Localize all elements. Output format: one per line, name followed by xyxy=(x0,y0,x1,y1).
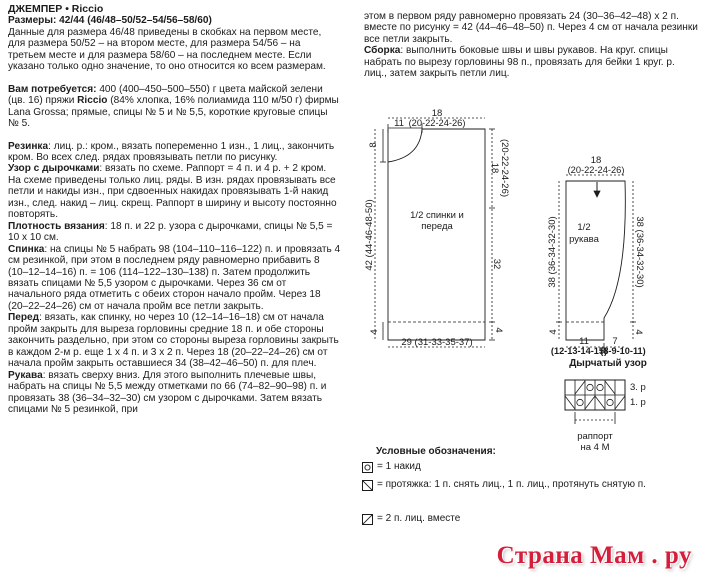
section-label: Перед xyxy=(8,312,40,324)
section-text: : на спицы № 5 набрать 98 (104–110–116–122) п. и провязать 4 см резинкой, при этом в последнем ряду равномерно прибавить 8 (10–12–14–16) п. = 106 (114–122–130–138) п. Затем продолжить вязать спицами № 5,5 узором с дырочками. Через 36 см от начального ряда отметить с обеих сторон начало пройм. Через 18 (20–22–24–26) см от начала пройм все петли закрыть. xyxy=(8,243,341,312)
body-armhole-height: 18 xyxy=(489,162,500,174)
sleeve-bottom-width-sizes: (12-13-14-15) xyxy=(550,346,608,356)
legend-text: = 2 п. лиц. вместе xyxy=(377,513,461,524)
sleeve-label-fraction: 1/2 xyxy=(577,222,591,233)
body-outline xyxy=(388,129,485,340)
section-label: Плотность вязания xyxy=(8,220,105,232)
body-neck-depth: 8 xyxy=(368,142,379,148)
repeat-label: раппорт xyxy=(577,431,613,442)
pattern-title: ДЖЕМПЕР • Riccio xyxy=(8,3,104,15)
body-top-width: 18 xyxy=(431,108,443,119)
sleeve-rib-height-right: 4 xyxy=(633,329,644,335)
body-label-line-2: переда xyxy=(421,221,453,232)
sleeve-height-right: 38 (36-34-32-30) xyxy=(634,216,645,288)
materials-label: Вам потребуется: xyxy=(8,83,97,95)
stitch-pattern-title: Дырчатый узор xyxy=(569,358,647,369)
sleeve-top-width-sizes: (20-22-24-26) xyxy=(567,165,625,175)
legend xyxy=(362,446,702,524)
materials-text-1: 400 (400–450–500–550) г цвета майской зелени (цв. 16) пряжи xyxy=(8,83,323,107)
body-schematic xyxy=(375,118,495,347)
site-watermark: Страна Мам . ру xyxy=(496,542,692,569)
sizes-label: Размеры: xyxy=(8,15,57,27)
k2tog-icon xyxy=(362,514,373,525)
yarn-over-icon xyxy=(362,462,373,473)
body-label-line-1: 1/2 спинки и xyxy=(410,210,464,221)
sleeve-outline xyxy=(566,181,625,340)
legend-item-yarn-over xyxy=(362,461,421,473)
yarn-name: Riccio xyxy=(77,95,108,107)
sleeve-bottom-width: 11 xyxy=(579,336,589,347)
body-rib-height-right: 4 xyxy=(493,327,504,333)
legend-title: Условные обозначения: xyxy=(376,446,496,457)
materials-text-2: (84% хлопка, 16% полиамида 110 м/50 г) фирмы Lana Grossa; прямые, спицы № 5 и № 5,5, короткие круговые спицы № 5. xyxy=(8,95,339,130)
section-label: Рукава xyxy=(8,369,43,381)
sleeve-label: рукава xyxy=(569,234,599,245)
sleeve-height-left: 38 (36-34-32-30) xyxy=(547,216,558,288)
body-top-width-sizes: (20-22-24-26) xyxy=(408,118,466,128)
intro-paragraph: Данные для размера 46/48 приведены в скобках на первом месте, для размера 50/52 – на втором месте, для размера 54/56 – на третьем месте и для размера 58/60 – на последнем месте. Если указано только одно значение, то оно относится ко всем размерам. xyxy=(8,26,326,73)
legend-text: = протяжка: 1 п. снять лиц., 1 п. лиц., протянуть снятую п. xyxy=(377,479,646,490)
body-rib-height-left: 4 xyxy=(369,329,380,335)
section-label: Спинка xyxy=(8,243,45,255)
sleeve-taper: 7 xyxy=(612,336,618,347)
section-label: Узор с дырочками xyxy=(8,163,100,175)
sleeves-continuation: этом в первом ряду равномерно провязать 24 (30–36–42–48) х 2 п. вместе по рисунку = 42 (44–46–48–50) п. Через 4 см от начала резинки все петли закрыть. xyxy=(364,11,698,45)
section-text: : вязать по схеме. Раппорт = 4 п. и 4 р. + 2 кром. На схеме приведены только лиц. ряды. В изн. рядах провязывать все петли и накиды изн., при сдвоенных накидах провязывать 1-й накид изн., след. накид – лиц. скрещ. Раппорт в ширину и высоту постоянно повторять. xyxy=(8,163,337,221)
chart-row-1-label: 1. р xyxy=(630,397,646,408)
body-full-height: 42 (44-46-48-50) xyxy=(364,199,375,271)
section-text: : вязать сверху вниз. Для этого выполнить плечевые швы, набрать на спицы № 5,5 между отметками по 66 (74–82–90–98) п. и провязать 38 (36–34–32–30) см узором с дырочками. Затем вязать спицами № 5 резинкой, при xyxy=(8,369,327,415)
body-armhole-height-sizes: (20-22-24-26) xyxy=(499,138,510,198)
section-text: : лиц. р.: кром., вязать попеременно 1 изн., 1 лиц., закончить кром. Во всех след. рядах провязывать петли по рисунку. xyxy=(8,140,335,163)
slip-knit-pass-icon xyxy=(362,480,373,491)
sleeve-top-width: 18 xyxy=(590,155,602,166)
sleeve-schematic xyxy=(556,175,636,351)
body-neck-width: 11 xyxy=(394,118,404,129)
repeat-size: на 4 М xyxy=(580,442,610,453)
section-text: : 18 п. и 22 р. узора с дырочками, спицы № 5,5 = 10 х 10 см. xyxy=(8,220,333,244)
sizes-value: 42/44 (46/48–50/52–54/56–58/60) xyxy=(59,15,212,27)
sleeve-rib-height-left: 4 xyxy=(548,329,559,335)
section-label: Сборка xyxy=(364,45,401,57)
section-text: : выполнить боковые швы и швы рукавов. На круг. спицы набрать по вырезу горловины 98 п., провязать для бейки 1 круг. р. лиц., затем закрыть петли лиц. xyxy=(364,45,675,80)
section-label: Резинка xyxy=(8,140,49,152)
legend-item-k2tog xyxy=(362,513,460,525)
legend-item-slip-knit-pass xyxy=(362,479,646,491)
chart-row-3-label: 3. р xyxy=(630,382,646,393)
legend-text: = 1 накид xyxy=(377,461,421,472)
stitch-chart xyxy=(565,380,625,424)
sleeve-taper-sizes: (8-9-10-11) xyxy=(600,346,646,356)
section-text: : вязать, как спинку, но через 10 (12–14–16–18) см от начала пройм закрыть для выреза горловины средние 18 п. и обе стороны закончить раздельно, при этом со стороны выреза горловины закрыть в каждом 2-м р. еще 1 х 4 п. и 3 х 2 п. Через 18 (20–22–24–26) см от начала пройм закрыть оставшиеся 34 (38–42–46–50) п. для плеч. xyxy=(8,312,339,370)
body-bottom-width: 29 (31-33-35-37) xyxy=(401,337,473,348)
body-side-height: 32 xyxy=(491,258,502,270)
